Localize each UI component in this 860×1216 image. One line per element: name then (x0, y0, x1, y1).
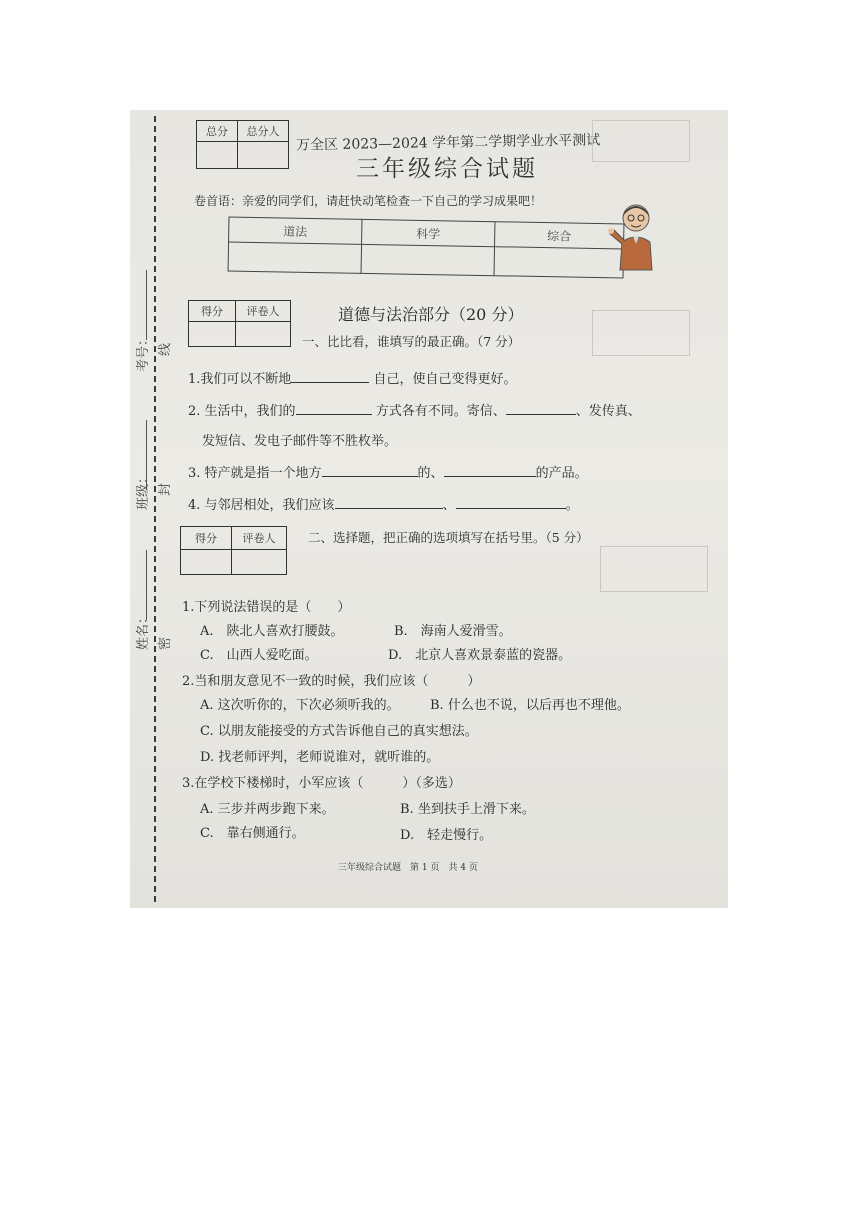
cartoon-teacher-icon (606, 198, 668, 272)
seal-mark-seal: 封 (158, 482, 173, 496)
exam-no-label: 考号： (136, 332, 151, 372)
seal-mark-line: 线 (158, 342, 173, 356)
choice-q2-option-b: B. 什么也不说，以后再也不理他。 (430, 698, 630, 713)
exam-photo (130, 110, 728, 908)
choice-q1-option-a: A. 陕北人喜欢打腰鼓。 (200, 624, 344, 639)
section-one-heading: 一、比比看，谁填写的最正确。（7 分） (302, 334, 521, 349)
choice-question-2-stem: 2.当和朋友意见不一致的时候，我们应该（ ） (182, 674, 481, 689)
choice-q3-option-a: A. 三步并两步跑下来。 (200, 802, 335, 817)
bleed-through-box-mid (592, 310, 690, 356)
section-two-heading: 二、选择题，把正确的选项填写在括号里。（5 分） (308, 530, 589, 545)
seal-mark-secret: 密 (158, 636, 173, 650)
paper-title: 三年级综合试题 (356, 156, 538, 182)
morality-part-title: 道德与法治部分（20 分） (338, 305, 524, 324)
bleed-through-box-low (600, 546, 708, 592)
choice-q2-option-c: C. 以朋友能接受的方式告诉他自己的真实想法。 (200, 724, 478, 739)
exam-title: 万全区 2023—2024 学年第二学期学业水平测试 (295, 132, 601, 154)
choice-q2-option-d: D. 找老师评判，老师说谁对，就听谁的。 (200, 750, 440, 765)
section-two-score-box: 得分 评卷人 (180, 526, 287, 575)
name-blank (146, 550, 147, 620)
choice-q1-option-c: C. 山西人爱吃面。 (200, 648, 318, 663)
binding-dashed-line (154, 116, 156, 902)
class-blank (146, 420, 147, 490)
bleed-through-box-top (592, 120, 690, 162)
fill-question-1: 1.我们可以不断地 自己，使自己变得更好。 (188, 372, 517, 387)
section-one-score-box: 得分 评卷人 (188, 300, 291, 347)
choice-q3-option-c: C. 靠右侧通行。 (200, 826, 305, 841)
fill-question-4: 4. 与邻居相处，我们应该 、 。 (188, 498, 579, 513)
total-score-box: 总分 总分人 (196, 120, 289, 169)
exam-no-blank (146, 270, 147, 340)
fill-question-2: 2. 生活中，我们的 方式各有不同。寄信、 、发传真、 (188, 404, 641, 419)
fill-question-3: 3. 特产就是指一个地方 的、 的产品。 (188, 466, 588, 481)
name-label: 姓名： (136, 610, 151, 650)
intro-text: 卷首语：亲爱的同学们，请赶快动笔检查一下自己的学习成果吧！ (194, 194, 543, 208)
class-label: 班级： (136, 470, 151, 510)
fill-question-2-continued: 发短信、发电子邮件等不胜枚举。 (202, 434, 398, 449)
choice-question-3-stem: 3.在学校下楼梯时，小军应该（ ）（多选） (182, 776, 461, 791)
subject-score-table: 道法 科学 综合 (228, 217, 625, 279)
choice-q1-option-b: B. 海南人爱滑雪。 (394, 624, 512, 639)
choice-q2-option-a: A. 这次听你的，下次必须听我的。 (200, 698, 400, 713)
choice-q1-option-d: D. 北京人喜欢景泰蓝的瓷器。 (388, 648, 572, 663)
choice-question-1-stem: 1.下列说法错误的是（ ） (182, 600, 351, 615)
page-footer: 三年级综合试题 第 1 页 共 4 页 (338, 863, 478, 873)
choice-q3-option-b: B. 坐到扶手上滑下来。 (400, 802, 535, 817)
choice-q3-option-d: D. 轻走慢行。 (400, 828, 493, 843)
